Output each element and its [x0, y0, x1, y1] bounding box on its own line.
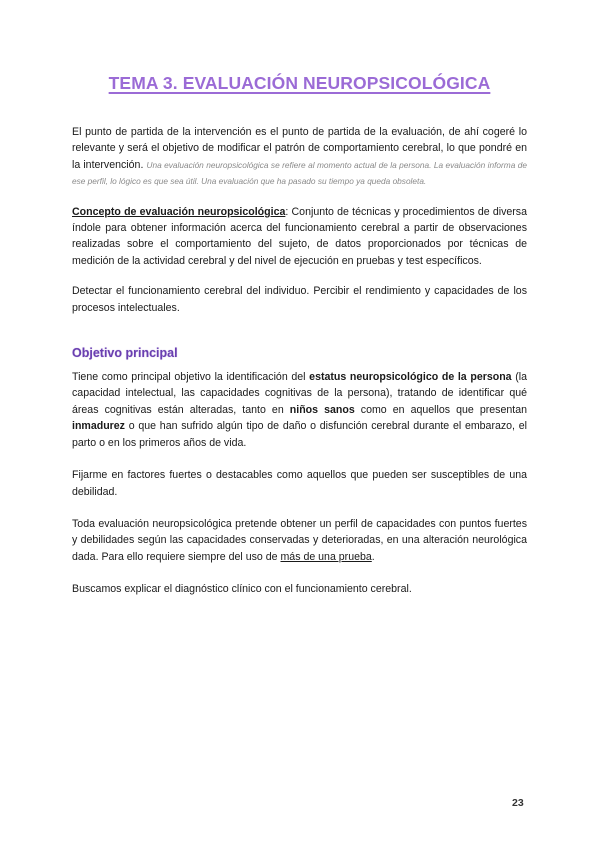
objective-bold-status: estatus neuropsicológico de la persona: [309, 371, 512, 384]
objective-bold-children: niños sanos: [289, 403, 355, 416]
objective-text-c: (la capacidad intelectual, las capacidades cognitivas de la persona), tratando de identificar qué áreas cognitivas están alteradas, tanto en: [72, 371, 528, 416]
objective-bold-immaturity: inmadurez: [72, 420, 125, 433]
page-number: 23: [512, 797, 524, 809]
section-heading: Objetivo principal: [72, 346, 178, 361]
profile-underlined: más de una prueba: [280, 550, 372, 563]
paragraph-detect: Detectar el funcionamiento cerebral del individuo. Percibir el rendimiento y capacidades de los procesos intelectuales.: [72, 285, 527, 314]
paragraph-objective: [72, 369, 527, 451]
objective-text-a: Tiene como principal objetivo la identificación del: [72, 371, 310, 384]
profile-text-a: Toda evaluación neuropsicológica pretende obtener un perfil de capacidades con puntos fuertes y debilidades según las capacidades conservadas y deterioradas, en una alteración neurológica dada. Para ello requiere siempre del uso de: [72, 517, 527, 563]
profile-text-b: .: [371, 550, 375, 563]
intro-text: El punto de partida de la intervención es el punto de partida de la evaluación, de ahí cogeré lo relevante y será el objetivo de modificar el patrón de comportamiento cerebral, lo que pondré en la intervención.: [72, 126, 527, 171]
paragraph-factors: Fijarme en factores fuertes o destacables como aquellos que pueden ser susceptibles de una debilidad.: [72, 469, 527, 498]
document-page: [72, 0, 527, 598]
concept-term: Concepto de evaluación neuropsicológica: [72, 205, 286, 218]
objective-text-d: como en aquellos que presentan: [354, 403, 527, 416]
intro-note: Una evaluación neuropsicológica se refiere al momento actual de la persona. La evaluación informa de ese perfil, lo lógico es que sea útil. Una evaluación que ha pasado su tiempo ya queda obsoleta.: [72, 159, 527, 187]
paragraph-profile: [72, 516, 527, 565]
objective-text-e: o que han sufrido algún tipo de daño o disfunción cerebral durante el embarazo, el parto o en los primeros años de vida.: [72, 420, 527, 449]
paragraph-diagnosis: Buscamos explicar el diagnóstico clínico con el funcionamiento cerebral.: [72, 583, 412, 596]
concept-text: : Conjunto de técnicas y procedimientos de diversa índole para obtener información acerca del funcionamiento cerebral a partir de observaciones realizadas sobre el comportamiento del sujeto, de datos proporcionados por técnicas de medición de la actividad cerebral y del nivel de ejecución en pruebas y test específicos.: [72, 205, 527, 267]
paragraph-intro: [72, 124, 527, 190]
page-title: TEMA 3. EVALUACIÓN NEUROPSICOLÓGICA: [108, 73, 491, 93]
paragraph-concept: [72, 204, 527, 270]
